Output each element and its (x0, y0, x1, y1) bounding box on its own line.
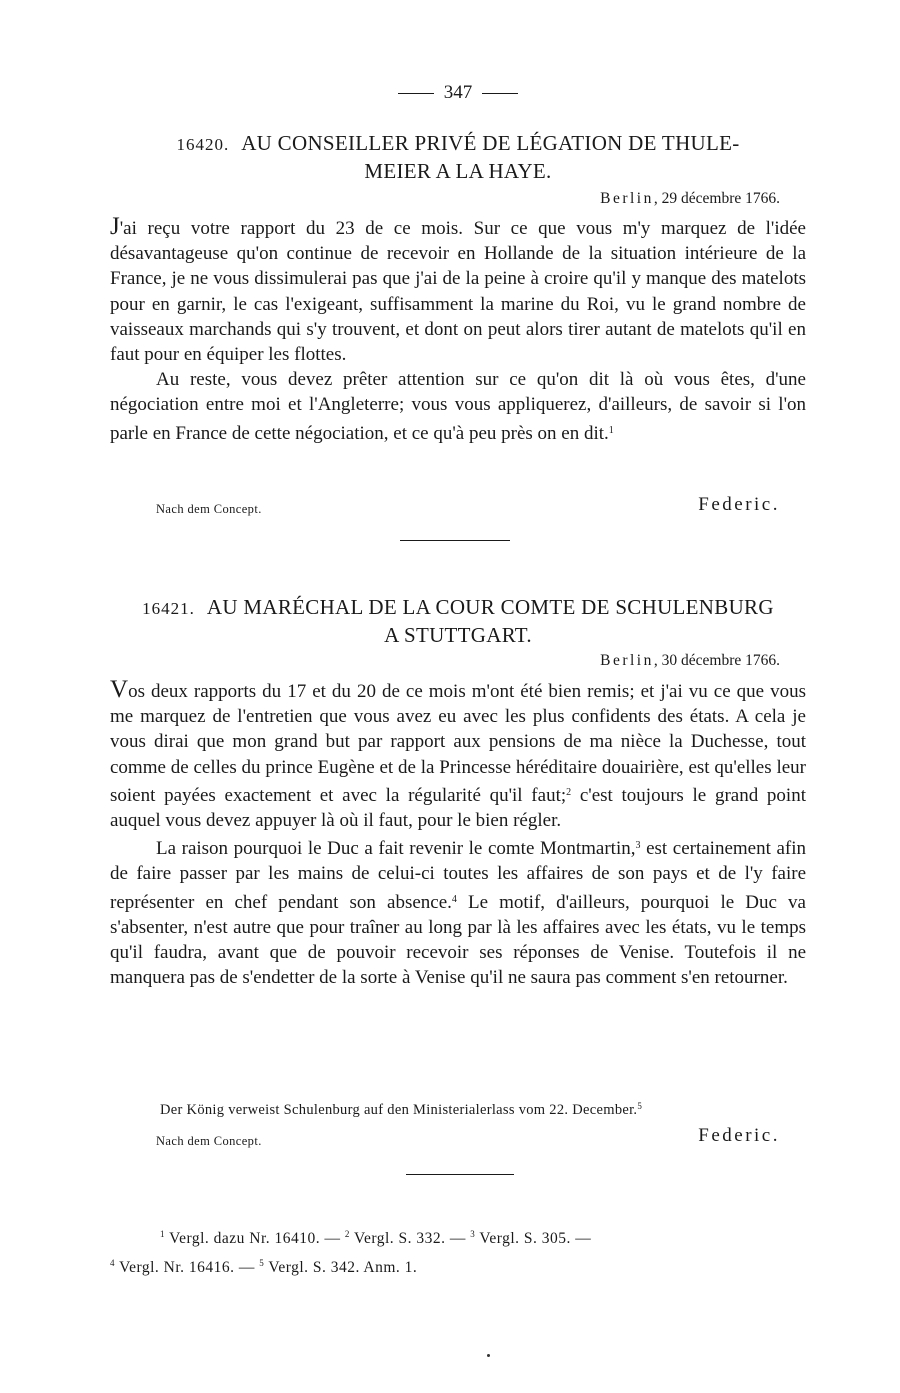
paragraph (110, 367, 806, 446)
paragraph-text: La raison pourquoi le Duc a fait revenir le comte Montmartin, (156, 838, 636, 860)
dateline-date: , 29 décembre 1766. (653, 190, 780, 207)
separator-rule (406, 1174, 514, 1175)
note-text: Der König verweist Schulenburg auf den Ministerialerlass vom 22. December. (160, 1102, 638, 1118)
signature: Federic. (698, 494, 780, 515)
footnote-mark: 1 (160, 1229, 165, 1239)
paragraph (110, 214, 806, 367)
dash-right (482, 93, 518, 94)
heading-title-1: AU CONSEILLER PRIVÉ DE LÉGATION DE THULE- (241, 131, 740, 155)
paragraph-text: Le motif, d'ailleurs, pourquoi le Duc va s'absenter, n'est autre que pour traîner au long par là les affaires avec les états, vu le temps qu'il faudra, avant que de pouvoir recevoir ses réponses de Venise. Toutefois il ne manquera pas de s'endetter de la sorte à Venise qu'il ne saura pas comment s'en retourner. (110, 891, 806, 989)
dateline-city: Berlin (600, 652, 654, 669)
dash-left (398, 93, 434, 94)
letter-number: 16421. (142, 599, 195, 618)
letter-heading (110, 130, 806, 184)
footnote-ref: 1 (608, 424, 614, 436)
footnote-ref: 3 (635, 840, 641, 852)
dateline (600, 190, 780, 208)
dateline-city: Berlin (600, 190, 654, 207)
heading-title-1: AU MARÉCHAL DE LA COUR COMTE DE SCHULENBURG (206, 595, 774, 619)
footnote-text: Vergl. Nr. 16416. — (115, 1259, 260, 1276)
initial-letter: V (110, 676, 129, 703)
signature: Federic. (698, 1125, 780, 1146)
heading-line-1 (110, 594, 806, 622)
footnote-mark: 3 (470, 1229, 476, 1239)
heading-line-2: A STUTTGART. (384, 623, 532, 647)
dateline-date: , 30 décembre 1766. (653, 652, 780, 669)
paragraph-text: c'est toujours le grand point auquel vous devez appuyer là où il faut, pour le bien régler. (110, 784, 806, 832)
letter-heading (110, 594, 806, 648)
footnote-line (110, 1222, 806, 1251)
print-speck (487, 1354, 490, 1357)
footnote-text: Vergl. dazu Nr. 16410. — (165, 1230, 345, 1247)
footnote-ref: 5 (637, 1101, 643, 1111)
heading-line-2: MEIER A LA HAYE. (364, 159, 552, 183)
paragraph-text: est certainement afin de faire passer par les mains de celui-ci toutes les affaires de son pays et de l'y faire représenter en chef pendant son absence. (110, 838, 806, 913)
editorial-note (160, 1101, 642, 1119)
letter-body (110, 677, 806, 990)
letter-number: 16420. (176, 135, 230, 154)
separator-rule (400, 540, 510, 541)
footnote-mark: 5 (259, 1258, 265, 1268)
paragraph (110, 833, 806, 990)
source-note: Nach dem Concept. (156, 502, 262, 516)
source-note: Nach dem Concept. (156, 1134, 262, 1148)
footnote-ref: 4 (451, 893, 457, 905)
footnote-ref: 2 (566, 786, 572, 798)
paragraph-text: os deux rapports du 17 et du 20 de ce mois m'ont été bien remis; et j'ai vu ce que vous me marquez de l'entretien que vous avez eu avec les plus confidents des états. A cela je vous dirai que mon grand but par rapport aux pensions de ma nièce la Duchesse, tout comme de celles du prince Eugène et de la Princesse héréditaire douairière, est qu'elles leur soient payées exactement et avec la régularité qu'il faut; (110, 681, 806, 806)
footnotes (110, 1222, 806, 1280)
initial-letter: J (110, 213, 120, 240)
paragraph (110, 677, 806, 833)
paragraph-text: Au reste, vous devez prêter attention sur ce qu'on dit là où vous êtes, d'une négociation entre moi et l'Angleterre; vous vous appliquerez, d'ailleurs, de savoir si l'on parle en France de cette négociation, et ce qu'à peu près on en dit. (110, 369, 806, 444)
dateline (600, 652, 780, 670)
page-number (370, 82, 546, 104)
footnote-text: Vergl. S. 332. — (349, 1230, 471, 1247)
footnote-mark: 2 (344, 1229, 350, 1239)
footnote-text: Vergl. S. 305. — (475, 1230, 592, 1247)
page-number-text: 347 (443, 82, 473, 103)
footnote-text: Vergl. S. 342. Anm. 1. (264, 1259, 418, 1276)
heading-line-1 (110, 130, 806, 158)
footnote-mark: 4 (110, 1258, 115, 1268)
letter-body (110, 214, 806, 446)
paragraph-text: 'ai reçu votre rapport du 23 de ce mois. Sur ce que vous m'y marquez de l'idée désavantageuse qu'on continue de recevoir en Hollande de la situation intérieure de la France, je ne vous dissimulerai pas que j'ai de la peine à croire qu'il y manque des matelots pour en garnir, le cas l'exigeant, suffisamment la marine du Roi, vu le grand nombre de vaisseaux marchands qui s'y trouvent, et dont on peut alors tirer autant de matelots qu'il en faut pour en équiper les flottes. (110, 218, 806, 366)
footnote-line (110, 1251, 806, 1280)
